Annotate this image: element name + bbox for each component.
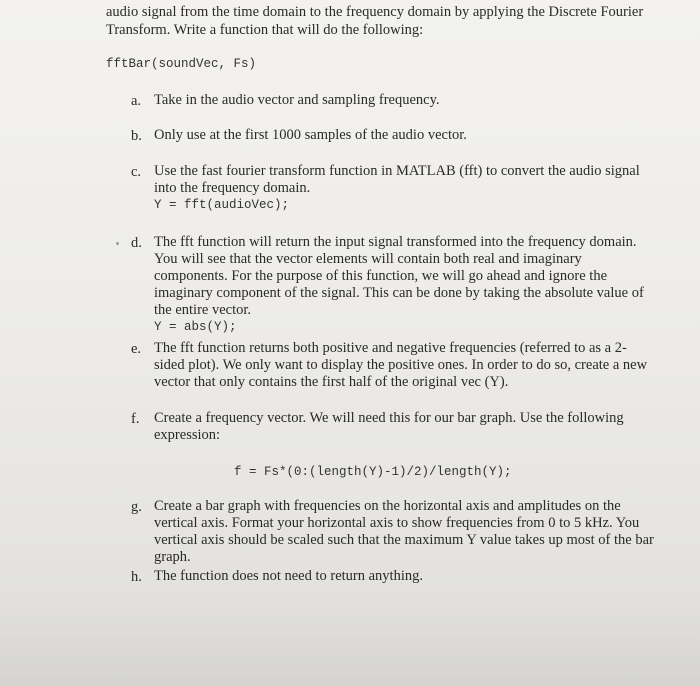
bullet-dot <box>116 242 119 245</box>
code-line: Y = abs(Y); <box>154 320 237 334</box>
item-text <box>154 92 654 109</box>
item-line: Use the fast fourier transform function in MATLAB (fft) to convert the audio signal into the frequency domain. <box>154 163 640 196</box>
item-letter: d. <box>131 235 142 251</box>
frequency-expression-code: f = Fs*(0:(length(Y)-1)/2)/length(Y); <box>234 465 512 479</box>
item-text <box>154 340 654 391</box>
item-letter: f. <box>131 411 140 427</box>
item-text <box>154 127 654 144</box>
item-line: Create a bar graph with frequencies on the horizontal axis and amplitudes on the vertical axis. Format your horizontal axis to show frequencies from 0 to 5 kHz. You vertical axis should be scaled such that the maximum Y value takes up most of the bar graph. <box>154 498 654 565</box>
item-letter: g. <box>131 499 142 515</box>
item-letter: e. <box>131 341 142 357</box>
item-line: The fft function returns both positive and negative frequencies (referred to as a 2-sided plot). We only want to display the positive ones. In order to do so, create a new vector that only contains the first half of the original vec (Y). <box>154 340 648 390</box>
item-text <box>154 498 654 566</box>
item-letter: c. <box>131 164 142 180</box>
function-signature: fftBar(soundVec, Fs) <box>106 57 257 71</box>
item-letter: h. <box>131 569 142 585</box>
item-text <box>154 163 654 213</box>
item-line: Only use at the first 1000 samples of the audio vector. <box>154 127 467 143</box>
item-letter: b. <box>131 128 142 144</box>
item-line: Create a frequency vector. We will need this for our bar graph. Use the following expression: <box>154 410 624 443</box>
item-text <box>154 234 654 335</box>
item-line: The function does not need to return anything. <box>154 568 423 584</box>
item-letter: a. <box>131 93 142 109</box>
item-text <box>154 568 654 585</box>
intro-paragraph: audio signal from the time domain to the frequency domain by applying the Discrete Fourier Transform. Write a function that will do the following: <box>106 4 644 38</box>
code-line: Y = fft(audioVec); <box>154 198 290 212</box>
item-text <box>154 410 654 444</box>
photo-shading <box>0 600 700 686</box>
item-line: Take in the audio vector and sampling frequency. <box>154 92 440 108</box>
item-line: The fft function will return the input signal transformed into the frequency domain. You will see that the vector elements will contain both real and imaginary components. For the purpose of this function, we will go ahead and ignore the imaginary component of the signal. This can be done by taking the absolute value of the entire vector. <box>154 234 644 318</box>
